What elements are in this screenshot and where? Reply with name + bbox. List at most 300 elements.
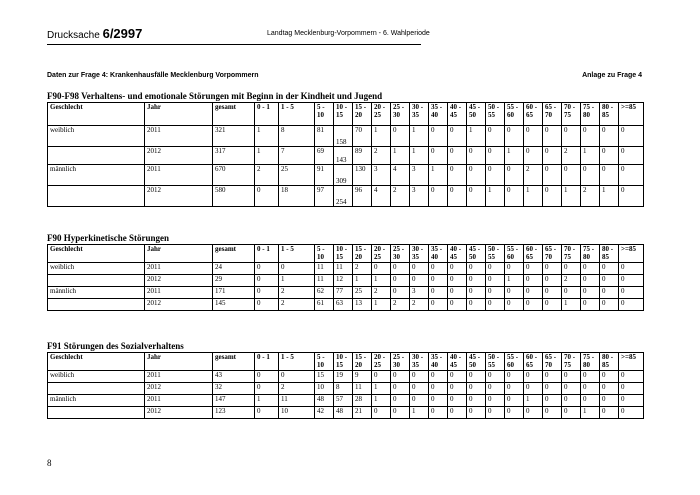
- table-cell: 57: [334, 395, 353, 407]
- table-cell: 8: [334, 383, 353, 395]
- table-cell: männlich: [48, 165, 145, 186]
- drucksache-label: Drucksache: [47, 30, 100, 41]
- column-header: 75 - 80: [581, 103, 600, 126]
- table-cell: 0: [429, 263, 448, 275]
- table-cell: 0: [255, 371, 279, 383]
- table-cell: 1: [372, 383, 391, 395]
- table-cell: 7: [279, 147, 315, 165]
- table-cell: 1: [581, 147, 600, 165]
- table-cell: 145: [213, 299, 255, 311]
- table-cell: 0: [562, 383, 581, 395]
- table-cell: 2: [391, 299, 410, 311]
- table-cell: 0: [581, 383, 600, 395]
- table-cell: 4: [372, 186, 391, 207]
- column-header: 60 - 65: [524, 103, 543, 126]
- table-cell: 1: [372, 275, 391, 287]
- column-header: Jahr: [145, 103, 213, 126]
- table-cell: 0: [600, 371, 619, 383]
- table-cell: 24: [213, 263, 255, 275]
- table-cell: 2: [391, 186, 410, 207]
- table-cell: 0: [486, 299, 505, 311]
- table-header-row: [48, 103, 644, 126]
- table-cell: 0: [429, 299, 448, 311]
- table-cell: 0: [448, 287, 467, 299]
- table-row: [48, 275, 644, 287]
- table-cell: 0: [619, 383, 644, 395]
- table-cell: 0: [486, 371, 505, 383]
- table-cell: 0: [486, 147, 505, 165]
- table-cell: 25: [279, 165, 315, 186]
- column-header: 30 - 35: [410, 103, 429, 126]
- table-cell: 0: [372, 263, 391, 275]
- table-cell: 4: [391, 165, 410, 186]
- table-cell: 0: [505, 263, 524, 275]
- table-cell: 1: [505, 147, 524, 165]
- table-cell: 0: [391, 287, 410, 299]
- table-row: [48, 186, 644, 207]
- table-cell: 580: [213, 186, 255, 207]
- table-cell: 69: [315, 147, 334, 165]
- column-header: 75 - 80: [581, 245, 600, 263]
- page-number: 8: [47, 458, 52, 468]
- table-cell: 0: [505, 186, 524, 207]
- column-header: 35 - 40: [429, 353, 448, 371]
- table-header-row: [48, 353, 644, 371]
- table-cell: 0: [467, 299, 486, 311]
- table-cell: 2: [562, 147, 581, 165]
- column-header: 1 - 5: [279, 353, 315, 371]
- table-cell: 0: [429, 275, 448, 287]
- table-cell: 2: [279, 287, 315, 299]
- table-cell: 0: [448, 383, 467, 395]
- table-cell: 0: [581, 275, 600, 287]
- column-header: 5 - 10: [315, 245, 334, 263]
- column-header: 20 - 25: [372, 245, 391, 263]
- table-cell: 0: [486, 395, 505, 407]
- column-header: 10 - 15: [334, 353, 353, 371]
- table-cell: 0: [255, 186, 279, 207]
- column-header: 10 - 15: [334, 245, 353, 263]
- table-cell: 2011: [145, 165, 213, 186]
- column-header: 65 - 70: [543, 245, 562, 263]
- column-header: Jahr: [145, 353, 213, 371]
- table-cell: 2: [562, 275, 581, 287]
- table-cell: 11: [279, 395, 315, 407]
- table-f90-f98: [47, 102, 644, 207]
- column-header: 65 - 70: [543, 353, 562, 371]
- table-cell: 0: [372, 371, 391, 383]
- table-cell: 0: [429, 186, 448, 207]
- table-header-row: [48, 245, 644, 263]
- table-cell: 18: [279, 186, 315, 207]
- table-cell: 130: [353, 165, 372, 186]
- table-cell: 81: [315, 126, 334, 147]
- table-cell: 0: [619, 407, 644, 419]
- table-cell: 0: [619, 186, 644, 207]
- table-cell: 19: [334, 371, 353, 383]
- table-cell: 0: [486, 126, 505, 147]
- table-cell: 48: [315, 395, 334, 407]
- table-row: [48, 407, 644, 419]
- column-header: 40 - 45: [448, 245, 467, 263]
- table-cell: 0: [524, 287, 543, 299]
- table-cell: 70: [353, 126, 372, 147]
- table-cell: 2011: [145, 263, 213, 275]
- table-cell: 1: [429, 165, 448, 186]
- column-header: 60 - 65: [524, 353, 543, 371]
- table-cell: 0: [600, 147, 619, 165]
- column-header: 1 - 5: [279, 245, 315, 263]
- column-header: 45 - 50: [467, 245, 486, 263]
- table-cell: 11: [315, 275, 334, 287]
- table-cell: 12: [334, 275, 353, 287]
- table-cell: 0: [505, 165, 524, 186]
- table-cell: 0: [562, 407, 581, 419]
- table-cell: 0: [448, 275, 467, 287]
- table-cell: 0: [486, 287, 505, 299]
- table-cell: 0: [543, 186, 562, 207]
- table-cell: 2012: [145, 186, 213, 207]
- table-cell: 97: [315, 186, 334, 207]
- table-cell: 1: [410, 126, 429, 147]
- table-cell: 0: [505, 407, 524, 419]
- table-cell: 1: [279, 275, 315, 287]
- table-cell: 0: [619, 165, 644, 186]
- table-row: [48, 395, 644, 407]
- table-cell: 2011: [145, 126, 213, 147]
- table-cell: 0: [619, 126, 644, 147]
- table-title-f91: F91 Störungen des Sozialverhaltens: [47, 341, 184, 351]
- table-cell: 0: [279, 263, 315, 275]
- column-header: 0 - 1: [255, 353, 279, 371]
- table-cell: 321: [213, 126, 255, 147]
- column-header: 70 - 75: [562, 245, 581, 263]
- drucksache-number: 6/2997: [102, 26, 143, 41]
- table-row: [48, 287, 644, 299]
- column-header: 15 - 20: [353, 245, 372, 263]
- table-cell: 0: [505, 371, 524, 383]
- table-cell: 0: [410, 383, 429, 395]
- table-cell: 0: [562, 287, 581, 299]
- table-cell: 0: [448, 263, 467, 275]
- table-row: [48, 147, 644, 165]
- table-cell: 0: [562, 371, 581, 383]
- table-cell: 0: [600, 275, 619, 287]
- column-header: 50 - 55: [486, 103, 505, 126]
- column-header: 15 - 20: [353, 353, 372, 371]
- table-cell: weiblich: [48, 126, 145, 147]
- column-header: 40 - 45: [448, 353, 467, 371]
- table-cell: 42: [315, 407, 334, 419]
- table-cell: 2: [410, 299, 429, 311]
- table-cell: 0: [467, 407, 486, 419]
- table-cell: 0: [543, 407, 562, 419]
- table-cell: 2: [279, 299, 315, 311]
- table-cell: 11: [334, 263, 353, 275]
- table-cell: 28: [353, 395, 372, 407]
- table-cell: 1: [524, 395, 543, 407]
- table-cell: 0: [429, 147, 448, 165]
- table-cell: 0: [562, 126, 581, 147]
- table-cell: 1: [372, 395, 391, 407]
- table-row: [48, 165, 644, 186]
- table-cell: 11: [353, 383, 372, 395]
- table-cell: 0: [524, 383, 543, 395]
- table-cell: 0: [429, 383, 448, 395]
- table-cell: 0: [279, 371, 315, 383]
- table-cell: 254: [334, 186, 353, 207]
- table-cell: 0: [524, 147, 543, 165]
- table-cell: 3: [410, 165, 429, 186]
- table-cell: 0: [391, 275, 410, 287]
- table-cell: 1: [600, 186, 619, 207]
- table-cell: 89: [353, 147, 372, 165]
- column-header: 30 - 35: [410, 353, 429, 371]
- table-cell: 2012: [145, 407, 213, 419]
- table-cell: 0: [543, 275, 562, 287]
- table-cell: 2011: [145, 287, 213, 299]
- column-header: 80 - 85: [600, 103, 619, 126]
- table-cell: 1: [372, 126, 391, 147]
- column-header: 5 - 10: [315, 103, 334, 126]
- table-cell: 2: [581, 186, 600, 207]
- table-cell: 0: [524, 275, 543, 287]
- table-cell: 0: [486, 165, 505, 186]
- column-header: 50 - 55: [486, 245, 505, 263]
- table-cell: 0: [619, 147, 644, 165]
- table-cell: 2: [279, 383, 315, 395]
- table-cell: 1: [562, 186, 581, 207]
- table-cell: 0: [255, 299, 279, 311]
- table-cell: 0: [486, 263, 505, 275]
- column-header: 80 - 85: [600, 245, 619, 263]
- table-cell: 0: [543, 299, 562, 311]
- table-cell: 0: [619, 371, 644, 383]
- column-header: >=85: [619, 245, 644, 263]
- table-cell: 61: [315, 299, 334, 311]
- table-cell: 0: [543, 371, 562, 383]
- table-cell: 0: [448, 126, 467, 147]
- table-cell: 0: [255, 287, 279, 299]
- table-cell: 10: [279, 407, 315, 419]
- table-f90: [47, 244, 644, 311]
- table-cell: 2011: [145, 395, 213, 407]
- table-cell: 0: [505, 126, 524, 147]
- table-cell: 123: [213, 407, 255, 419]
- table-cell: 0: [391, 263, 410, 275]
- table-cell: 0: [410, 371, 429, 383]
- landtag-label: Landtag Mecklenburg-Vorpommern - 6. Wahlperiode: [267, 30, 430, 37]
- table-cell: 0: [467, 275, 486, 287]
- column-header: 55 - 60: [505, 245, 524, 263]
- table-cell: 0: [524, 126, 543, 147]
- table-cell: 0: [467, 395, 486, 407]
- column-header: 70 - 75: [562, 103, 581, 126]
- table-cell: 1: [255, 147, 279, 165]
- table-cell: 0: [581, 371, 600, 383]
- table-cell: 0: [524, 263, 543, 275]
- table-cell: 0: [562, 165, 581, 186]
- table-cell: 0: [600, 383, 619, 395]
- table-cell: 0: [467, 147, 486, 165]
- table-f91: [47, 352, 644, 419]
- table-cell: 0: [429, 407, 448, 419]
- table-cell: 10: [315, 383, 334, 395]
- table-cell: 1: [353, 275, 372, 287]
- table-cell: 0: [429, 126, 448, 147]
- column-header: 65 - 70: [543, 103, 562, 126]
- table-cell: 0: [581, 263, 600, 275]
- table-cell: 0: [467, 371, 486, 383]
- table-cell: 3: [372, 165, 391, 186]
- table-cell: [48, 383, 145, 395]
- table-cell: 0: [429, 395, 448, 407]
- column-header: 35 - 40: [429, 103, 448, 126]
- table-cell: 0: [543, 126, 562, 147]
- table-cell: 3: [410, 186, 429, 207]
- table-cell: 2012: [145, 147, 213, 165]
- page-header: [47, 26, 430, 45]
- table-cell: 171: [213, 287, 255, 299]
- column-header: gesamt: [213, 353, 255, 371]
- table-cell: 0: [448, 186, 467, 207]
- table-cell: 0: [543, 395, 562, 407]
- table-cell: 0: [505, 287, 524, 299]
- column-header: 20 - 25: [372, 103, 391, 126]
- table-cell: 2: [255, 165, 279, 186]
- table-cell: 1: [410, 147, 429, 165]
- table-cell: 0: [600, 395, 619, 407]
- table-cell: 1: [524, 186, 543, 207]
- table-cell: [48, 275, 145, 287]
- table-cell: 143: [334, 147, 353, 165]
- table-cell: 0: [391, 395, 410, 407]
- table-cell: 0: [429, 371, 448, 383]
- table-cell: 91: [315, 165, 334, 186]
- table-cell: 0: [448, 299, 467, 311]
- table-cell: [48, 147, 145, 165]
- table-cell: 0: [581, 299, 600, 311]
- table-cell: 670: [213, 165, 255, 186]
- table-cell: männlich: [48, 395, 145, 407]
- table-cell: 0: [600, 287, 619, 299]
- table-cell: 309: [334, 165, 353, 186]
- column-header: 70 - 75: [562, 353, 581, 371]
- table-cell: 2012: [145, 275, 213, 287]
- column-header: 5 - 10: [315, 353, 334, 371]
- drucksache: [47, 26, 142, 41]
- column-header: gesamt: [213, 103, 255, 126]
- table-cell: 0: [410, 275, 429, 287]
- table-cell: 1: [562, 299, 581, 311]
- table-cell: 0: [467, 383, 486, 395]
- table-cell: 77: [334, 287, 353, 299]
- table-cell: 0: [543, 287, 562, 299]
- subheader-right: Anlage zu Frage 4: [582, 72, 642, 79]
- column-header: 1 - 5: [279, 103, 315, 126]
- table-cell: 0: [410, 263, 429, 275]
- column-header: 25 - 30: [391, 103, 410, 126]
- table-cell: 0: [581, 395, 600, 407]
- table-cell: 0: [619, 287, 644, 299]
- table-cell: 1: [410, 407, 429, 419]
- column-header: Geschlecht: [48, 353, 145, 371]
- table-cell: 0: [255, 407, 279, 419]
- column-header: 15 - 20: [353, 103, 372, 126]
- table-cell: 0: [619, 395, 644, 407]
- table-cell: 0: [581, 287, 600, 299]
- table-cell: 2011: [145, 371, 213, 383]
- table-cell: 0: [391, 371, 410, 383]
- column-header: 55 - 60: [505, 353, 524, 371]
- table-cell: 2: [372, 147, 391, 165]
- table-cell: 1: [486, 186, 505, 207]
- table-cell: 2: [524, 165, 543, 186]
- table-cell: weiblich: [48, 263, 145, 275]
- table-cell: 0: [562, 395, 581, 407]
- table-cell: 96: [353, 186, 372, 207]
- table-cell: 147: [213, 395, 255, 407]
- column-header: >=85: [619, 353, 644, 371]
- table-cell: 0: [448, 395, 467, 407]
- table-cell: 11: [315, 263, 334, 275]
- table-cell: 0: [391, 407, 410, 419]
- table-cell: 1: [372, 299, 391, 311]
- column-header: 40 - 45: [448, 103, 467, 126]
- table-cell: 3: [410, 287, 429, 299]
- table-cell: 0: [581, 126, 600, 147]
- column-header: 20 - 25: [372, 353, 391, 371]
- column-header: 45 - 50: [467, 103, 486, 126]
- table-row: [48, 383, 644, 395]
- table-cell: 29: [213, 275, 255, 287]
- column-header: 25 - 30: [391, 245, 410, 263]
- table-cell: 0: [524, 371, 543, 383]
- column-header: 50 - 55: [486, 353, 505, 371]
- table-cell: 0: [600, 263, 619, 275]
- table-cell: 63: [334, 299, 353, 311]
- column-header: >=85: [619, 103, 644, 126]
- column-header: 0 - 1: [255, 103, 279, 126]
- table-cell: 0: [486, 407, 505, 419]
- table-cell: 0: [467, 165, 486, 186]
- table-cell: 0: [255, 263, 279, 275]
- table-cell: 0: [467, 287, 486, 299]
- table-cell: 0: [600, 299, 619, 311]
- column-header: 45 - 50: [467, 353, 486, 371]
- table-cell: 0: [619, 275, 644, 287]
- column-header: 80 - 85: [600, 353, 619, 371]
- table-cell: 0: [524, 407, 543, 419]
- table-cell: 0: [486, 383, 505, 395]
- table-cell: 1: [255, 126, 279, 147]
- table-cell: 0: [467, 186, 486, 207]
- table-cell: weiblich: [48, 371, 145, 383]
- column-header: 60 - 65: [524, 245, 543, 263]
- table-cell: 0: [410, 395, 429, 407]
- table-cell: 1: [255, 395, 279, 407]
- table-cell: [48, 299, 145, 311]
- table-cell: 2012: [145, 383, 213, 395]
- table-cell: [48, 407, 145, 419]
- table-cell: 0: [543, 263, 562, 275]
- column-header: 55 - 60: [505, 103, 524, 126]
- table-cell: 1: [505, 275, 524, 287]
- table-cell: 8: [279, 126, 315, 147]
- table-cell: 0: [543, 147, 562, 165]
- column-header: Geschlecht: [48, 103, 145, 126]
- table-row: [48, 299, 644, 311]
